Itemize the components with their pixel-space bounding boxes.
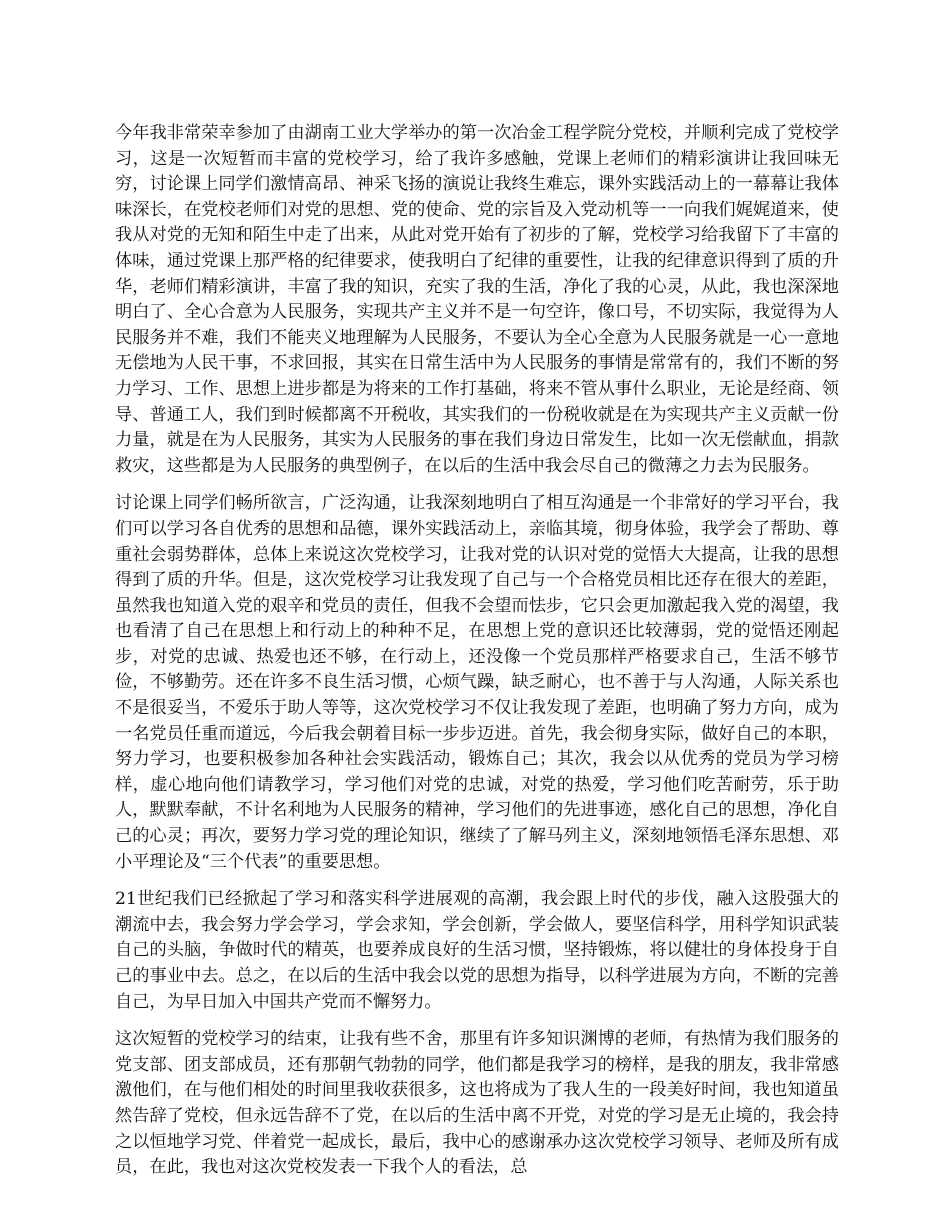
document-page xyxy=(115,121,839,1193)
paragraph-3: 21世纪我们已经掀起了学习和落实科学进展观的高潮，我会跟上时代的步伐，融入这股强大的潮流中去，我会努力学会学习，学会求知，学会创新，学会做人，要坚信科学，用科学知识武装自己的头脑，争做时代的精英，也要养成良好的生活习惯，坚持锻炼，将以健壮的身体投身于自己的事业中去。总之，在以后的生活中我会以党的思想为指导，以科学进展为方向，不断的完善自己，为早日加入中国共产党而不懈努力。 xyxy=(115,889,839,1012)
paragraph-2: 讨论课上同学们畅所欲言，广泛沟通，让我深刻地明白了相互沟通是一个非常好的学习平台，我们可以学习各自优秀的思想和品德，课外实践活动上，亲临其境，彻身体验，我学会了帮助、尊重社会弱势群体，总体上来说这次党校学习，让我对党的认识对党的觉悟大大提高，让我的思想得到了质的升华。但是，这次党校学习让我发现了自己与一个合格党员相比还存在很大的差距，虽然我也知道入党的艰辛和党员的责任，但我不会望而怯步，它只会更加激起我入党的渴望，我也看清了自己在思想上和行动上的种种不足，在思想上党的意识还比较薄弱，党的觉悟还刚起步，对党的忠诚、热爱也还不够，在行动上，还没像一个党员那样严格要求自己，生活不够节俭，不够勤劳。还在许多不良生活习惯，心烦气躁，缺乏耐心，也不善于与人沟通，人际关系也不是很妥当，不爱乐于助人等等，这次党校学习不仅让我发现了差距，也明确了努力方向，成为一名党员任重而道远，今后我会朝着目标一步步迈进。首先，我会彻身实际，做好自己的本职，努力学习，也要积极参加各种社会实践活动，锻炼自己；其次，我会以从优秀的党员为学习榜样，虚心地向他们请教学习，学习他们对党的忠诚，对党的热爱，学习他们吃苦耐劳，乐于助人，默默奉献，不计名利地为人民服务的精神，学习他们的先进事迹，感化自己的思想，净化自己的心灵；再次，要努力学习党的理论知识，继续了了解马列主义，深刻地领悟毛泽东思想、邓小平理论及“三个代表”的重要思想。 xyxy=(115,493,839,872)
paragraph-4: 这次短暂的党校学习的结束，让我有些不舍，那里有许多知识渊博的老师，有热情为我们服务的党支部、团支部成员，还有那朝气勃勃的同学，他们都是我学习的榜样，是我的朋友，我非常感激他们，在与他们相处的时间里我收获很多，这也将成为了我人生的一段美好时间，我也知道虽然告辞了党校，但永远告辞不了党，在以后的生活中离不开党，对党的学习是无止境的，我会持之以恒地学习党、伴着党一起成长，最后，我中心的感谢承办这次党校学习领导、老师及所有成员，在此，我也对这次党校发表一下我个人的看法，总 xyxy=(115,1029,839,1178)
paragraph-1: 今年我非常荣幸参加了由湖南工业大学举办的第一次冶金工程学院分党校，并顺利完成了党校学习，这是一次短暂而丰富的党校学习，给了我许多感触，党课上老师们的精彩演讲让我回味无穷，讨论课上同学们激情高昂、神采飞扬的演说让我终生难忘，课外实践活动上的一幕幕让我体味深长，在党校老师们对党的思想、党的使命、党的宗旨及入党动机等一一向我们娓娓道来，使我从对党的无知和陌生中走了出来，从此对党开始有了初步的了解，党校学习给我留下了丰富的体味，通过党课上那严格的纪律要求，使我明白了纪律的重要性，让我的纪律意识得到了质的升华，老师们精彩演讲，丰富了我的知识，充实了我的生活，净化了我的心灵，从此，我也深深地明白了、全心合意为人民服务，实现共产主义并不是一句空许，像口号，不切实际，我觉得为人民服务并不难，我们不能夹义地理解为人民服务，不要认为全心全意为人民服务就是一心一意地无偿地为人民干事，不求回报，其实在日常生活中为人民服务的事情是常常有的，我们不断的努力学习、工作、思想上进步都是为将来的工作打基础，将来不管从事什么职业，无论是经商、领导、普通工人，我们到时候都离不开税收，其实我们的一份税收就是在为实现共产主义贡献一份力量，就是在为人民服务，其实为人民服务的事在我们身边日常发生，比如一次无偿献血，捐款救灾，这些都是为人民服务的典型例子，在以后的生活中我会尽自己的微薄之力去为民服务。 xyxy=(115,123,839,476)
